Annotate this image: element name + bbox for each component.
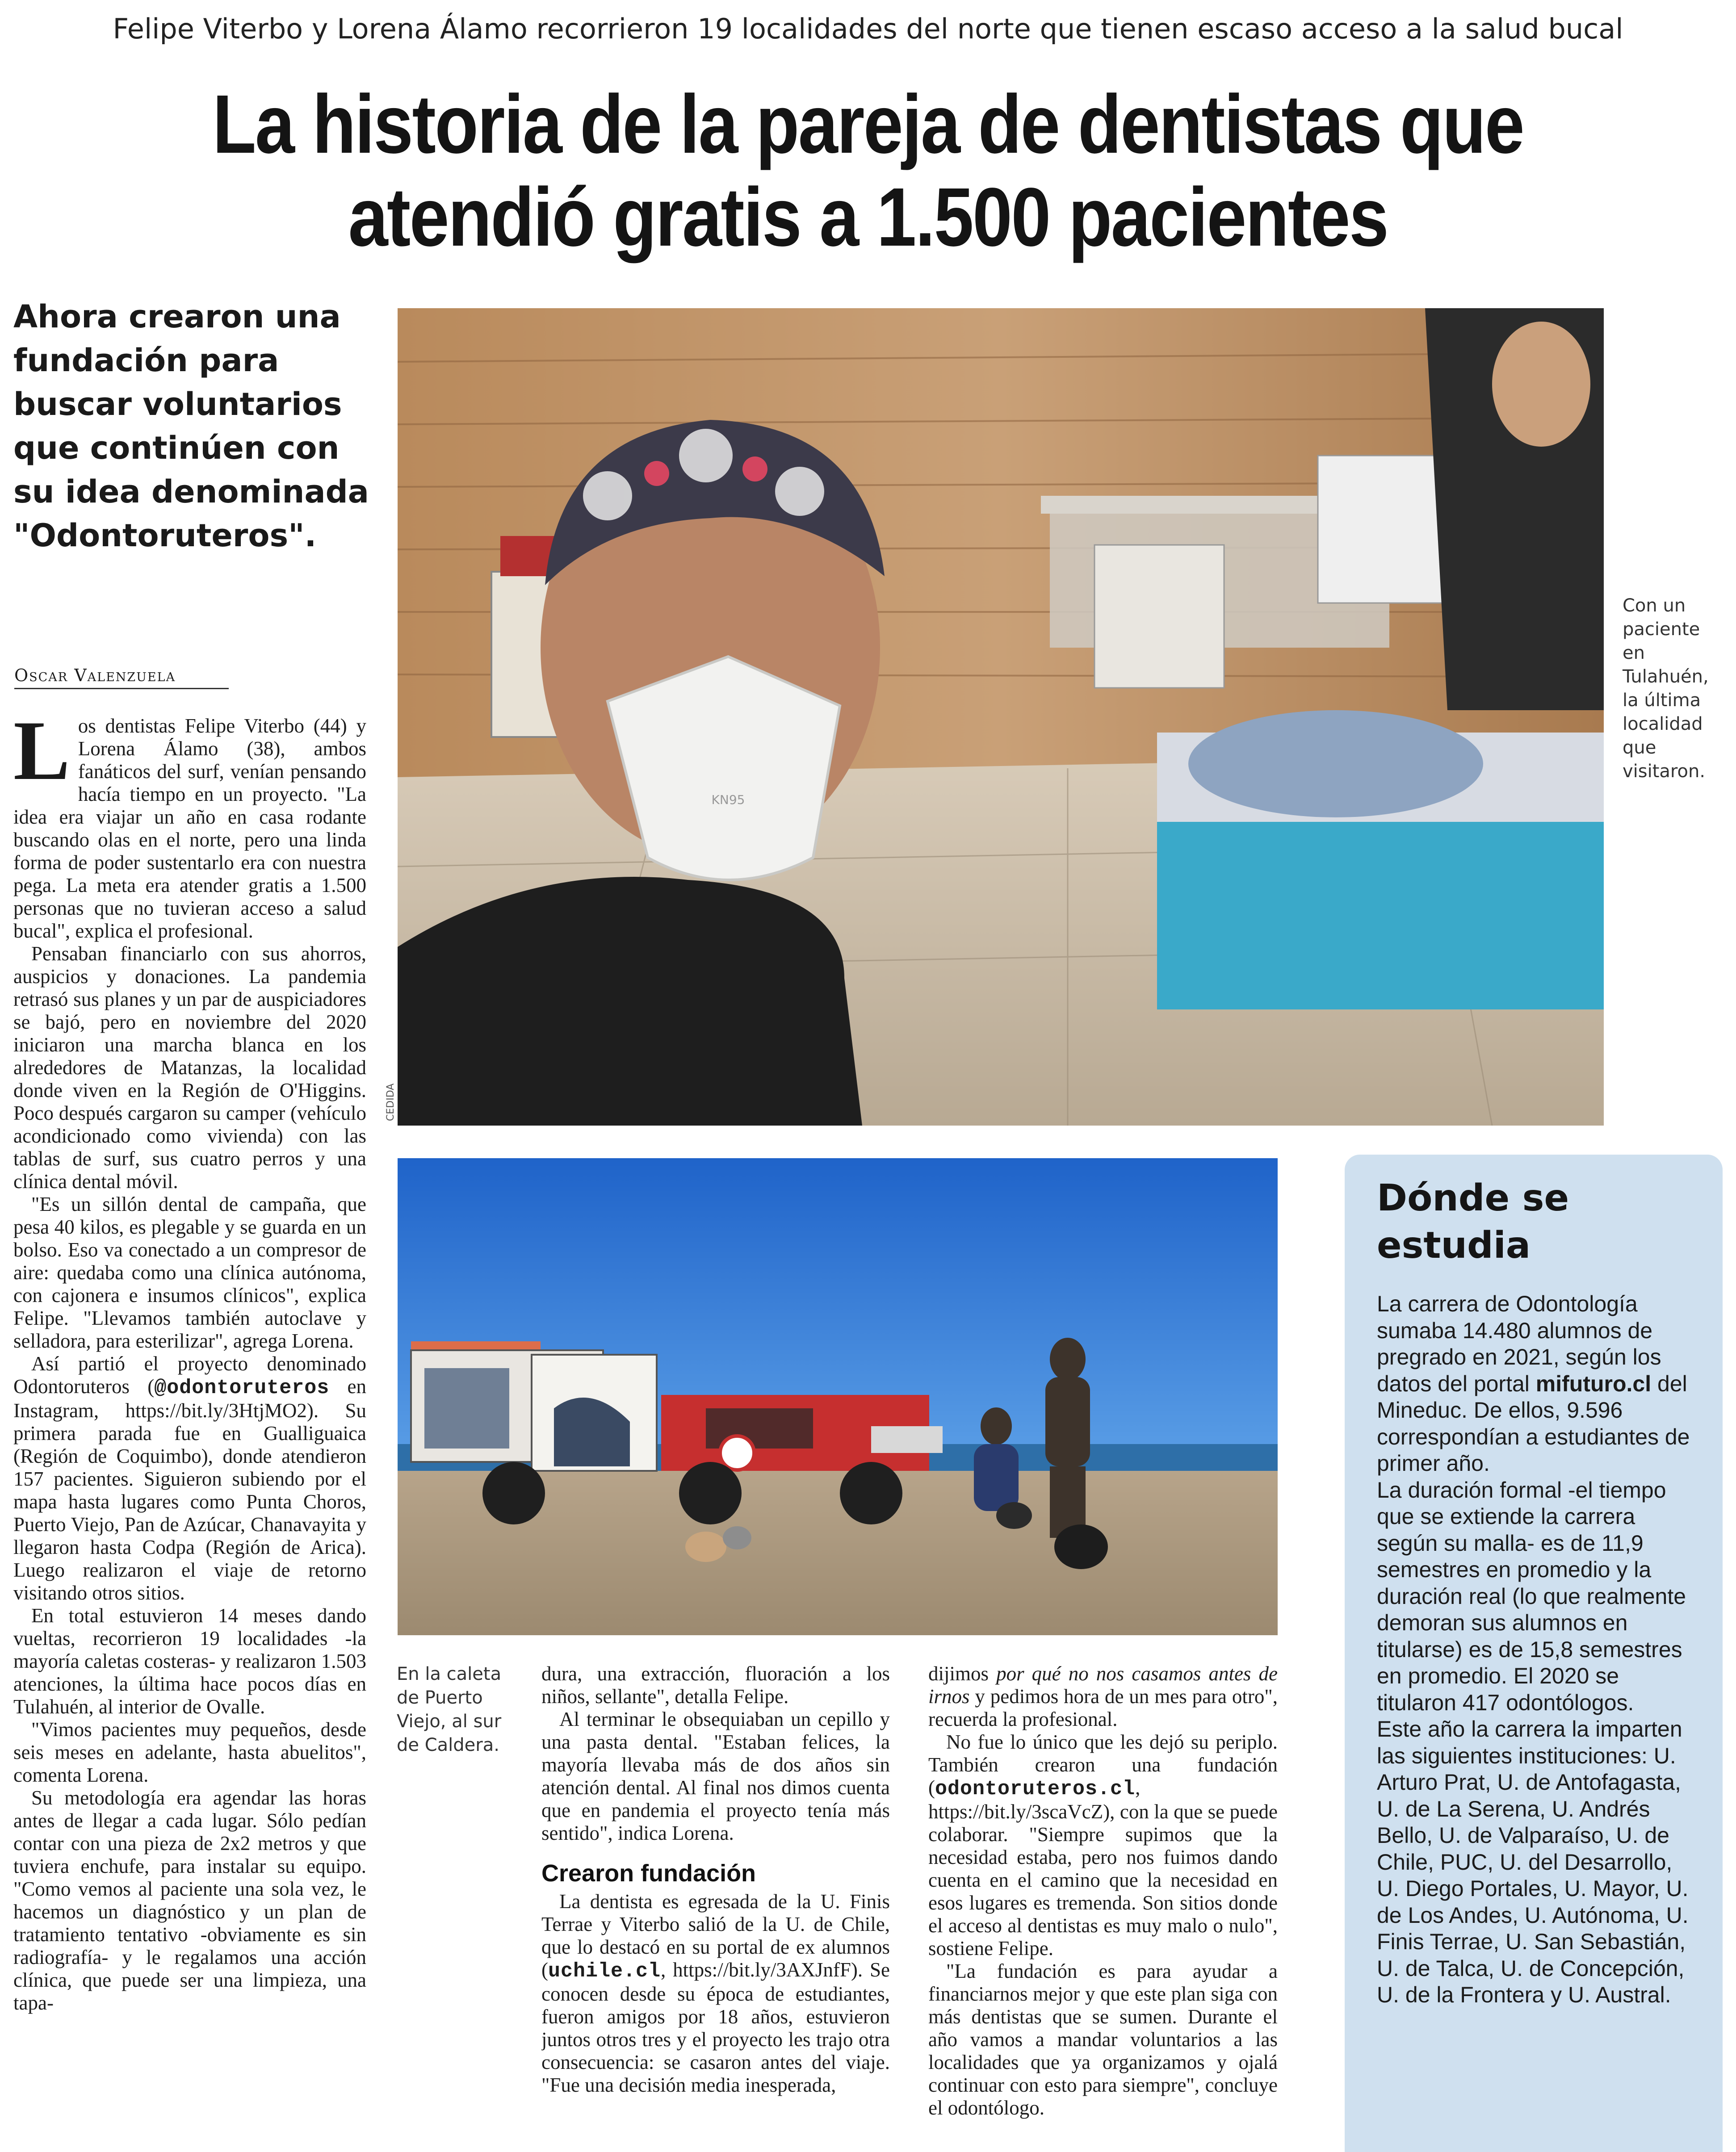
sidebar-title: Dónde se estudia xyxy=(1377,1177,1569,1267)
col1-paragraph-4: Así partió el proyecto denominado Odontoruteros (@odontoruteros en Instagram, https://bit.ly/3HtjMO2). Su primera parada fue en Gualliguaica (Región de Coquimbo), donde atendieron 157 pacientes. Siguieron subiendo por el mapa hasta lugares como Punta Choros, Puerto Viejo, Pan de Azúcar, Chanavayita y llegaron hasta Codpa (Región de Arica). Luego realizaron el viaje de retorno visitando otros sitios. xyxy=(13,1352,366,1604)
sidebar-paragraph-2: La duración formal -el tiempo que se extiende la carrera según su malla- es de 11,9 semestres en promedio y la duración real (lo que realmente demoran sus alumnos en titularse) es de 15,8 semestres en promedio. El 2020 se titularon 417 odontólogos. xyxy=(1377,1477,1686,1715)
byline: Oscar Valenzuela xyxy=(14,666,229,689)
kicker: Felipe Viterbo y Lorena Álamo recorrieron 19 localidades del norte que tienen escaso acceso a la salud bucal xyxy=(113,13,1623,45)
body-column-3 xyxy=(928,1662,1278,2152)
drop-cap: L xyxy=(13,715,70,798)
sidebar-body xyxy=(1377,1291,1694,2009)
col2-paragraph-3: La dentista es egresada de la U. Finis Terrae y Viterbo salió de la U. de Chile, que lo destacó en su portal de ex alumnos (uchile.cl, https://bit.ly/3AXJnfF). Se conocen desde su época de estudiantes, fueron amigos por 18 años, estuvieron juntos otros tres y el proyecto les trajo otra consecuencia: se casaron antes del viaje. "Fue una decisión media inesperada, xyxy=(541,1890,890,2096)
col1-paragraph-6: "Vimos pacientes muy pequeños, desde seis meses en adelante, hasta abuelitos", comenta Lorena. xyxy=(13,1718,366,1786)
body-column-2 xyxy=(541,1662,890,2152)
mask-text: KN95 xyxy=(711,792,745,807)
photo-camper-caption: En la caleta de Puerto Viejo, al sur de Caldera. xyxy=(397,1664,502,1755)
col1-paragraph-5: En total estuvieron 14 meses dando vueltas, recorrieron 19 localidades -la mayoría caletas costeras- y realizaron 1.503 atenciones, la última hace pocos días en Tulahuén, al interior de Ovalle. xyxy=(13,1604,366,1718)
sidebar-paragraph-3: Este año la carrera la imparten las siguientes instituciones: U. Arturo Prat, U. de Antofagasta, U. de La Serena, U. Andrés Bello, U. de Valparaíso, U. de Chile, PUC, U. del Desarrollo, U. Diego Portales, U. Mayor, U. de Los Andes, U. Autónoma, U. Finis Terrae, U. San Sebastián, U. de Talca, U. de Concepción, U. de la Frontera y U. Austral. xyxy=(1377,1717,1689,2007)
photo-clinic-caption: Con un paciente en Tulahuén, la última localidad que visitaron. xyxy=(1623,595,1709,782)
photo-credit: CEDIDA xyxy=(385,1083,396,1121)
foundation-link: odontoruteros.cl xyxy=(935,1778,1136,1800)
photo-camper-illustration xyxy=(398,1158,1278,1635)
deck: Ahora crearon una fundación para buscar voluntarios que continúen con su idea denominada "Odontoruteros". xyxy=(13,298,369,554)
col3-paragraph-3: "La fundación es para ayudar a financiarnos mejor y que este plan siga con más dentistas que se sumen. Durante el año vamos a mandar voluntarios a las localidades que ya organizamos y ojalá continuar con esto para siempre", concluye el odontólogo. xyxy=(928,1960,1278,2119)
col2-paragraph-2: Al terminar le obsequiaban un cepillo y una pasta dental. "Estaban felices, la mayoría llevaba más de dos años sin atención dental. Al final nos dimos cuenta que en pandemia el proyecto tenía más sentido", indica Lorena. xyxy=(541,1708,890,1844)
col3-paragraph-1: dijimos por qué no nos casamos antes de irnos y pedimos hora de un mes para otro", recuerda la profesional. xyxy=(928,1662,1278,1730)
mifuturo-link: mifuturo.cl xyxy=(1535,1371,1652,1396)
instagram-handle: @odontoruteros xyxy=(154,1377,330,1399)
headline-line-2: atendió gratis a 1.500 pacientes xyxy=(348,171,1388,264)
body-column-1 xyxy=(13,715,366,2152)
photo-camper xyxy=(398,1158,1278,1635)
photo-clinic xyxy=(398,308,1604,1126)
photo-clinic-illustration xyxy=(398,308,1604,1126)
quote-italic: por qué no nos casamos antes de irnos xyxy=(928,1662,1278,1708)
col1-paragraph-2: Pensaban financiarlo con sus ahorros, auspicios y donaciones. La pandemia retrasó sus planes y un par de auspiciadores se bajó, pero en noviembre del 2020 iniciaron una marcha blanca en los alrededores de Matanzas, la localidad donde viven en la Región de O'Higgins. Poco después cargaron su camper (vehículo acondicionado como vivienda) con las tablas de surf, sus cuatro perros y una clínica dental móvil. xyxy=(13,942,366,1193)
sidebar-paragraph-1: La carrera de Odontología sumaba 14.480 alumnos de pregrado en 2021, según los datos del portal mifuturo.cl del Mineduc. De ellos, 9.596 correspondían a estudiantes de primer año. xyxy=(1377,1291,1690,1476)
headline xyxy=(122,78,1614,264)
col1-paragraph-7: Su metodología era agendar las horas antes de llegar a cada lugar. Sólo pedían contar con una pieza de 2x2 metros y que tuviera enchufe, para instalar su equipo. "Como vemos al paciente una sola vez, le hacemos un diagnóstico y un plan de tratamiento tentativo -obviamente es sin radiografía- y le regalamos una acción clínica, que puede ser una limpieza, una tapa- xyxy=(13,1787,366,2014)
headline-line-1: La historia de la pareja de dentistas que xyxy=(212,78,1524,171)
col2-paragraph-1: dura, una extracción, fluoración a los niños, sellante", detalla Felipe. xyxy=(541,1662,890,1708)
col3-paragraph-2: No fue lo único que les dejó su periplo. También crearon una fundación (odontoruteros.cl, https://bit.ly/3scaVcZ), con la que se puede colaborar. "Siempre supimos que la necesidad estaba, pero nos fuimos dando cuenta en el camino que la necesidad en esos lugares es tremenda. Son sitios donde el acceso al dentistas es muy malo o nulo", sostiene Felipe. xyxy=(928,1731,1278,1959)
col1-paragraph-1: Los dentistas Felipe Viterbo (44) y Lorena Álamo (38), ambos fanáticos del surf, venían pensando hacía tiempo en un proyecto. "La idea era viajar un año en casa rodante buscando olas en el norte, pero una linda forma de poder sustentarlo era con nuestra pega. La meta era atender gratis a 1.500 personas que no tuvieran acceso a salud bucal", explica el profesional. xyxy=(13,715,366,942)
uchile-link: uchile.cl xyxy=(548,1960,661,1983)
subhead-crearon-fundacion: Crearon fundación xyxy=(541,1860,756,1887)
col1-paragraph-3: "Es un sillón dental de campaña, que pesa 40 kilos, es plegable y se guarda en un bolso. Eso va conectado a un compresor de aire: quedaba como una clínica autónoma, con cajonera e insumos clínicos", explica Felipe. "Llevamos también autoclave y selladora, para esterilizar", agrega Lorena. xyxy=(13,1193,366,1352)
